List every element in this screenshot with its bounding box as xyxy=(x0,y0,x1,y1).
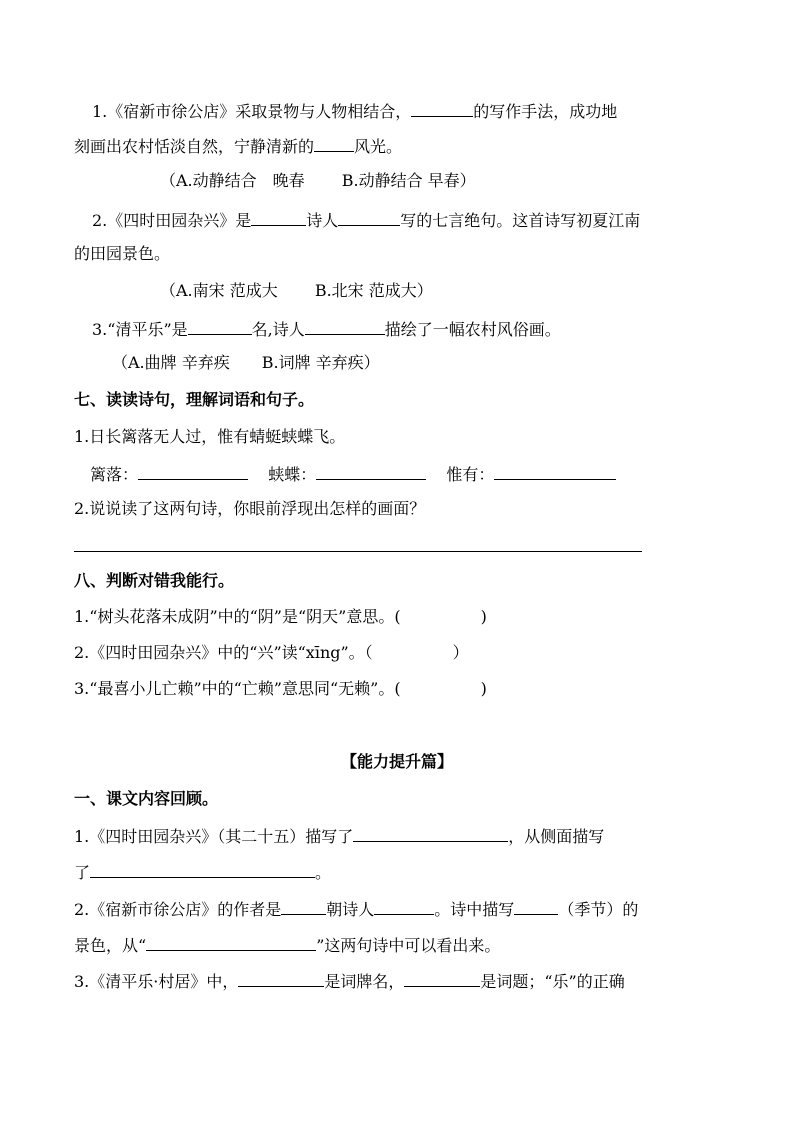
answer-blank[interactable] xyxy=(316,463,426,480)
answer-blank[interactable] xyxy=(404,970,480,987)
q7-word-label: 篱落： xyxy=(90,465,139,484)
q6-text: 名,诗人 xyxy=(251,320,305,339)
q6-text: 风光。 xyxy=(354,137,403,156)
q6-line-7 xyxy=(92,318,561,340)
answer-blank[interactable] xyxy=(305,318,385,335)
ability-text: 2.《宿新市徐公店》的作者是 xyxy=(74,900,282,919)
answer-blank[interactable] xyxy=(374,898,434,915)
answer-blank[interactable] xyxy=(188,318,252,335)
ability-text: 1.《四时田园杂兴》（其二十五）描写了 xyxy=(74,827,354,846)
ability-text: ，从侧面描写 xyxy=(508,827,605,846)
q7-word-line xyxy=(90,463,616,485)
ability-text: ”这两句诗中可以看出来。 xyxy=(316,936,501,955)
answer-blank[interactable] xyxy=(411,100,473,117)
answer-blank[interactable] xyxy=(494,463,616,480)
q6-options-1: （A.动静结合 晚春 B.动静结合 早春） xyxy=(160,171,476,190)
q6-text: 2.《四时田园杂兴》是 xyxy=(92,211,252,230)
answer-blank[interactable] xyxy=(238,970,324,987)
ability-text: 朝诗人 xyxy=(326,900,375,919)
q6-line-2 xyxy=(74,135,402,157)
q6-text: 描绘了一幅农村风俗画。 xyxy=(384,320,561,339)
q8-item-2: 2.《四时田园杂兴》中的“兴”读“xīng”。（ ） xyxy=(74,643,469,662)
section-7-heading: 七、读读诗句，理解词语和句子。 xyxy=(74,390,315,409)
ability-text: 景色，从“ xyxy=(74,936,147,955)
ability-text: 3.《清平乐·村居》中， xyxy=(74,972,239,991)
q6-options-3: （A.曲牌 辛弃疾 B.词牌 辛弃疾） xyxy=(112,353,380,372)
q7-poem-line: 1.日长篱落无人过，惟有蜻蜓蛱蝶飞。 xyxy=(74,427,346,446)
ability-line-2 xyxy=(74,861,331,883)
q7-word-label: 惟有： xyxy=(446,465,495,484)
q6-line-5: 的田园景色。 xyxy=(74,244,171,263)
ability-line-1 xyxy=(74,825,604,847)
answer-blank[interactable] xyxy=(281,898,326,915)
answer-blank[interactable] xyxy=(90,861,315,878)
ability-heading: 一、课文内容回顾。 xyxy=(74,789,219,808)
q6-text: 3.“清平乐”是 xyxy=(92,320,188,339)
section-8-heading: 八、判断对错我能行。 xyxy=(74,571,235,590)
q6-text: 1.《宿新市徐公店》采取景物与人物相结合， xyxy=(92,102,412,121)
answer-blank[interactable] xyxy=(338,209,400,226)
ability-line-4 xyxy=(74,934,500,956)
q6-line-4 xyxy=(92,209,640,231)
ability-line-3 xyxy=(74,898,638,920)
q8-item-1: 1.“树头花落未成阴”中的“阴”是“阴天”意思。( ) xyxy=(74,607,487,626)
ability-text: 。 xyxy=(315,863,332,882)
ability-line-5 xyxy=(74,970,625,992)
q6-text: 写的七言绝句。这首诗写初夏江南 xyxy=(400,211,641,230)
ability-text: 是词牌名， xyxy=(324,972,405,991)
ability-text: （季节）的 xyxy=(558,900,639,919)
q6-line-1 xyxy=(92,100,617,122)
q6-text: 的写作手法，成功地 xyxy=(473,102,618,121)
answer-blank[interactable] xyxy=(353,825,508,842)
answer-blank[interactable] xyxy=(314,135,354,152)
q7-question-2: 2.说说读了这两句诗，你眼前浮现出怎样的画面？ xyxy=(74,499,426,518)
q6-text: 刻画出农村恬淡自然，宁静清新的 xyxy=(74,137,315,156)
answer-line[interactable] xyxy=(74,551,642,552)
q7-word-label: 蛱蝶： xyxy=(268,465,317,484)
answer-blank[interactable] xyxy=(146,934,316,951)
q6-text: 诗人 xyxy=(306,211,339,230)
ability-text: 是词题；“乐”的正确 xyxy=(480,972,625,991)
answer-blank[interactable] xyxy=(138,463,248,480)
q6-options-2: （A.南宋 范成大 B.北宋 范成大） xyxy=(160,281,433,300)
q8-item-3: 3.“最喜小儿亡赖”中的“亡赖”意思同“无赖”。( ) xyxy=(74,679,487,698)
ability-text: 。诗中描写 xyxy=(434,900,515,919)
answer-blank[interactable] xyxy=(251,209,306,226)
ability-title: 【能力提升篇】 xyxy=(340,752,453,771)
answer-blank[interactable] xyxy=(514,898,558,915)
ability-text: 了 xyxy=(74,863,91,882)
